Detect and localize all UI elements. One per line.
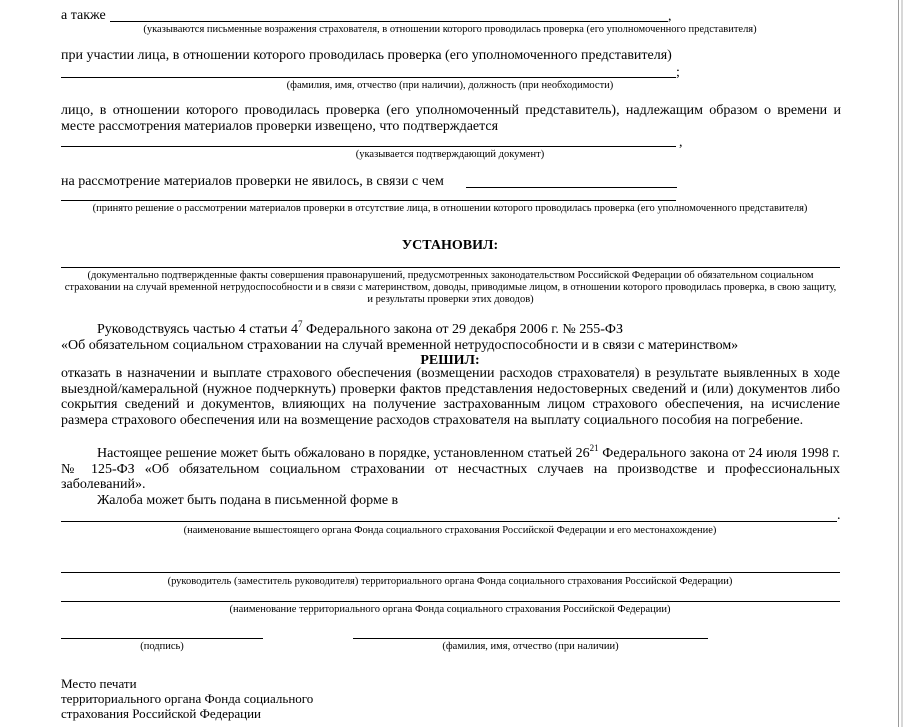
absence-hint: (принято решение о рассмотрении материалов проверки в отсутствие лица, в отношении которого проводилась проверка (его уполномоченного представителя) xyxy=(92,203,808,214)
participant-hint: (фамилия, имя, отчество (при наличии), должность (при необходимости) xyxy=(286,80,614,91)
established-line xyxy=(61,267,840,268)
fullname-hint: (фамилия, имя, отчество (при наличии) xyxy=(442,641,619,652)
seal-line-2: территориального органа Фонда социального xyxy=(61,691,314,706)
guided-line-1: Руководствуясь частью 4 статьи $4^7$ Федерального закона от 29 декабря 2006 г. № 255-ФЗ xyxy=(97,319,624,337)
participation-text: при участии лица, в отношении которого проводилась проверка (его уполномоченного представителя) xyxy=(61,48,672,63)
participation-semicolon: ; xyxy=(676,65,680,80)
participant-line xyxy=(61,77,676,78)
org-hint: (наименование территориального органа Фонда социального страхования Российской Федерации) xyxy=(229,604,671,615)
head-line xyxy=(61,572,840,573)
decided-heading: РЕШИЛ: xyxy=(420,353,480,368)
absence-line-1 xyxy=(466,187,677,188)
also-comma: , xyxy=(668,9,672,24)
appeal-dot: . xyxy=(837,508,841,523)
confirmation-line xyxy=(61,146,676,147)
authority-hint: (наименование вышестоящего органа Фонда социального страхования Российской Федерации и его местонахождение) xyxy=(183,525,717,536)
signature-line xyxy=(61,638,263,639)
seal-line-1: Место печати xyxy=(61,676,137,691)
absence-text: на рассмотрение материалов проверки не явилось, в связи с чем xyxy=(61,174,444,189)
established-heading: УСТАНОВИЛ: xyxy=(401,238,499,253)
page-edge xyxy=(898,0,899,727)
appeal-text: Настоящее решение может быть обжаловано в порядке, установленном статьей $26^{21}$ Федерального закона от 24 июля 1998 г. № 125-ФЗ «Об обязательном социальном страховании от несчастных случаев на производстве и профессиональных заболеваний». xyxy=(61,443,841,492)
org-line xyxy=(61,601,840,602)
notified-text: лицо, в отношении которого проводилась проверка (его уполномоченный представитель), надлежащим образом о времени и месте рассмотрения материалов проверки извещено, что подтверждается xyxy=(61,103,841,134)
also-label: а также xyxy=(61,8,106,23)
decided-text: отказать в назначении и выплате страхового обеспечения (возмещении расходов страхователя) в результате выявленных в ходе выездной/камеральной (нужное подчеркнуть) проверки фактов представления недостоверных сведений и (или) документов либо сокрытия сведений и документов, влияющих на получение застрахованным лицом страхового обеспечения, на исчисление размера страхового обеспечения или на возмещение расходов страхователя на выплату социального пособия на погребение. xyxy=(61,366,840,428)
head-hint: (руководитель (заместитель руководителя) территориального органа Фонда социального страхования Российской Федерации) xyxy=(167,576,733,587)
complaint-text: Жалоба может быть подана в письменной форме в xyxy=(97,493,399,508)
signature-hint: (подпись) xyxy=(140,641,184,652)
absence-line-2 xyxy=(61,200,676,201)
objections-line xyxy=(110,21,668,22)
confirmation-hint: (указывается подтверждающий документ) xyxy=(355,149,545,160)
notified-comma: , xyxy=(679,135,683,150)
guided-line-2: «Об обязательном социальном страховании на случай временной нетрудоспособности и в связи с материнством» xyxy=(61,338,739,353)
established-hint: (документально подтвержденные факты совершения правонарушений, предусмотренных законодательством Российской Федерации об обязательном социальном страховании на случай временной нетрудоспособности и в связи с материнством, доводы, приводимые лицом, в отношении которого проводилась проверка, в свою защиту, и результаты проверки этих доводов) xyxy=(64,270,837,305)
authority-line xyxy=(61,521,837,522)
objections-hint: (указываются письменные возражения страхователя, в отношении которого проводилась проверка (его уполномоченного представителя) xyxy=(143,24,757,35)
seal-line-3: страхования Российской Федерации xyxy=(61,706,261,721)
fullname-line xyxy=(353,638,708,639)
